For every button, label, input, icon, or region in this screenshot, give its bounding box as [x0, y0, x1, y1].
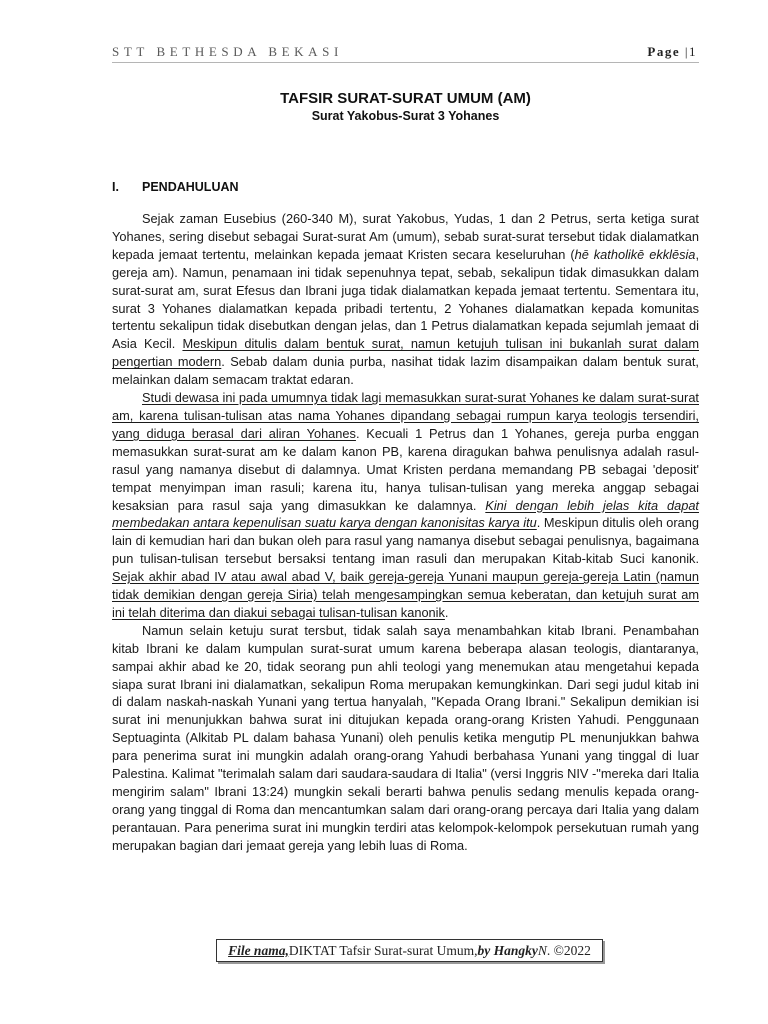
paragraph-3: Namun selain ketuju surat tersbut, tidak salah saya menambahkan kitab Ibrani. Penambahan kitab Ibrani ke dalam kumpulan surat-surat umum karena beberapa alasan teologis, diantaranya, sampai akhir abad ke 20, tidak seorang pun ahli teologi yang menemukan atau mengetahui kepada siapa surat Ibrani ini dialamatkan, sekalipun Roma merupakan kemungkinkan. Dari segi judul kitab ini di dalam naskah-naskah Yunani yang tertua hanyalah, "Kepada Orang Ibrani." Sekalipun demikian isi surat ini menunjukkan bahwa surat ini ditujukan kepada orang-orang Kristen Yahudi. Penggunaan Septuaginta (Alkitab PL dalam bahasa Yunani) oleh penulis ketika mengutip PL menunjukkan bahwa para penerima surat ini mungkin adalah orang-orang Yahudi berbahasa Yunani yang tinggal di luar Palestina. Kalimat "terimalah salam dari saudara-saudara di Italia" (versi Inggris NIV -"mereka dari Italia mengirim salam" Ibrani 13:24) mungkin sekali berarti bahwa penulis sedang menulis kepada orang-orang yang tinggal di Roma dan mencantumkan salam dari orang-orang percaya dari Italia yang dalam perantauan. Para penerima surat ini mungkin terdiri atas kelompok-kelompok persekutuan rumah yang merupakan bagian dari jemaat gereja yang lebih luas di Roma.	[112, 622, 699, 853]
paragraph-2	[112, 389, 699, 622]
footer-file-label	[216, 939, 603, 962]
page-number-label	[647, 44, 697, 60]
institution-name: STT BETHESDA BEKASI	[112, 44, 343, 59]
section-title: PENDAHULUAN	[142, 180, 239, 194]
underlined-text: Meskipun ditulis dalam bentuk surat, namun ketujuh tulisan ini bukanlah surat dalam pengertian modern	[112, 336, 699, 370]
paragraph-text: Sejak zaman Eusebius (260-340 M), surat Yakobus, Yudas, 1 dan 2 Petrus, serta ketiga surat Yohanes, sering disebut sebagai Surat-surat Am (umum), sebab surat-surat tersebut tidak dialamatkan kepada jemaat tertentu, melainkan kepada jemaat Kristen secara keseluruhan (	[112, 211, 699, 262]
paragraph-text: . Sebab dalam dunia purba, nasihat tidak lazim disampaikan dalam bentuk surat, melainkan dalam semacam traktat edaran.	[112, 354, 699, 388]
author-by: by Hangky	[477, 942, 538, 958]
document-name: DIKTAT Tafsir Surat-surat Umum,	[288, 942, 478, 958]
page-header	[112, 44, 699, 63]
document-body	[112, 210, 699, 855]
document-subtitle: Surat Yakobus-Surat 3 Yohanes	[311, 109, 500, 123]
paragraph-text: . Kecuali 1 Petrus dan 1 Yohanes, gereja purba enggan memasukkan surat-surat am ke dalam kanon PB, karena diragukan bahwa penulisnya adalah rasul-rasul yang namanya disebut di dalamnya. Umat Kristen perdana memandang PB sebagai 'deposit' tempat menyimpan iman rasuli; karena itu, hanya tulisan-tulisan yang mereka anggap sebagai kesaksian para rasul saja yang dimasukkan ke dalamnya.	[112, 425, 699, 513]
page-word: Page	[647, 44, 681, 59]
paragraph-text: . Meskipun ditulis oleh orang lain di kemudian hari dan bukan oleh para rasul yang namanya disebut sebagai penulisnya, bagaimana pun tulisan-tulisan tersebut bersaksi tentang iman rasuli dan merupakan Kitab-kitab Suci kanonik.	[112, 515, 700, 567]
page-number: 1	[689, 44, 697, 59]
page-separator: |	[684, 44, 689, 59]
paragraph-text: , gereja am). Namun, penamaan ini tidak sepenuhnya tepat, sebab, sekalipun tidak dimasukkan dalam surat-surat am, surat Efesus dan Ibrani juga tidak dialamatkan kepada jemaat tertentu. Sementara itu, surat 3 Yohanes dialamatkan kepada pribadi tertentu, 2 Yohanes dialamatkan kepada komunitas tertentu sekalipun tidak disebutkan dengan jelas, dan 1 Petrus dialamatkan kepada sejumlah jemaat di Asia Kecil.	[112, 246, 699, 352]
section-number: I.	[112, 180, 119, 194]
underlined-text: Studi dewasa ini pada umumnya tidak lagi memasukkan surat-surat Yohanes ke dalam surat-surat am, karena tulisan-tulisan atas nama Yohanes dipandang sebagai rumpun karya teologis tersendiri, yang diduga berasal dari aliran Yohanes	[112, 390, 699, 441]
paragraph-text: .	[444, 604, 449, 620]
italic-text: Kini dengan lebih jelas kita dapat membedakan antara kepenulisan suatu karya dengan kanonisitas karya itu	[112, 497, 699, 531]
copyright: . ©2022	[546, 942, 591, 958]
underlined-text: Sejak akhir abad IV atau awal abad V, baik gereja-gereja Yunani maupun gereja-gereja Latin (namun tidak demikian dengan gereja Siria) telah mengesampingkan semua keberatan, dan ketujuh surat am ini telah diterima dan diakui sebagai tulisan-tulisan kanonik	[112, 569, 699, 620]
greek-term: hē katholikē ekklēsia	[574, 246, 696, 262]
author-initial: N	[537, 942, 547, 958]
paragraph-1	[112, 210, 699, 389]
document-title: TAFSIR SURAT-SURAT UMUM (AM)	[280, 90, 531, 107]
section-heading	[112, 180, 239, 194]
file-label: File nama,	[228, 942, 289, 958]
